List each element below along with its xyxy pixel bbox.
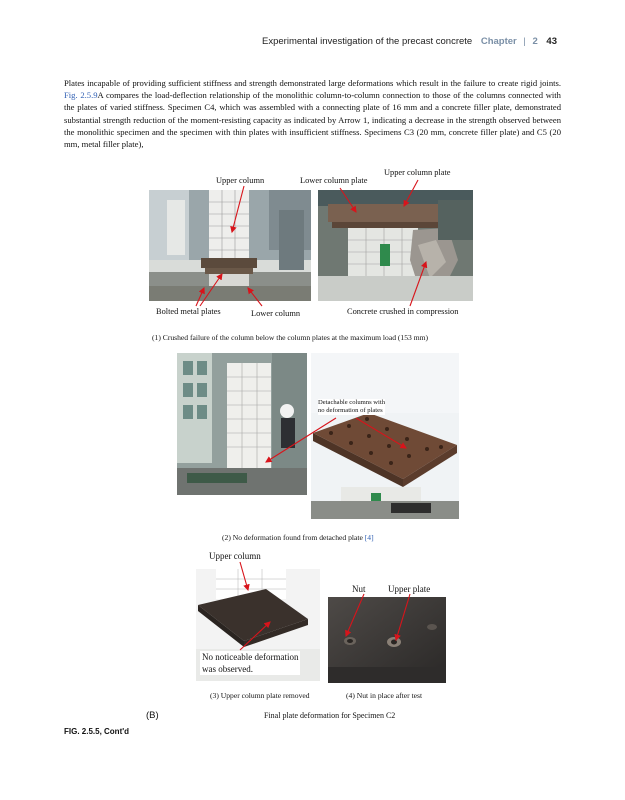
panel2-annotation-line2: no deformation of plates: [318, 407, 383, 414]
chapter-separator: |: [523, 36, 526, 47]
panel2-caption-text: (2) No deformation found from detached plate: [222, 533, 365, 542]
figure-label: FIG. 2.5.5, Cont'd: [64, 727, 130, 736]
panel4-label-nut: Nut: [352, 584, 366, 594]
panel3-caption: (3) Upper column plate removed: [210, 691, 310, 700]
panel3-note: [200, 651, 300, 675]
photo-detached-column: [177, 353, 307, 495]
overall-figure-caption: Final plate deformation for Specimen C2: [264, 711, 396, 720]
photo-detached-plate: [311, 353, 459, 519]
panel2-annotation-line1: Detachable columns with: [318, 399, 386, 406]
reference-link-4[interactable]: [4]: [364, 533, 374, 542]
panel4-caption: (4) Nut in place after test: [346, 691, 423, 700]
label-concrete-crushed: Concrete crushed in compression: [347, 307, 459, 316]
part-label-b: (B): [146, 710, 159, 721]
panel1-caption: (1) Crushed failure of the column below the column plates at the maximum load (153 mm): [152, 333, 429, 342]
chapter-number: 2: [532, 36, 538, 47]
body-text-end: A compares the load-deflection relationship of the monolithic column-to-column connection to those of the columns connected with the plates of varied stiffness. Specimen C4, which was assembled with a connecting plate of 16 mm and a concrete filler plate, demonstrated substantial strength reduction of the moment-resisting capacity as indicated by Arrow 1, indicating a decrease in the strength observed between the monolithic specimen and the specimen with thin plates with insufficient stiffness. Specimens C3 (20 mm, concrete filler plate) and C5 (20 mm, metal filler plate),: [64, 90, 561, 150]
label-upper-column: Upper column: [216, 176, 265, 185]
panel3-label-upper-column: Upper column: [209, 551, 261, 561]
label-lower-column-plate: Lower column plate: [300, 176, 368, 185]
photo-nut-in-place: [328, 597, 446, 683]
photo-concrete-crushed: [318, 190, 473, 301]
label-bolted-metal-plates: Bolted metal plates: [156, 307, 221, 316]
body-text-start: Plates incapable of providing sufficient stiffness and strength demonstrated large deformations which result in the failure to create rigid joints.: [64, 78, 561, 88]
panel4-label-upper-plate: Upper plate: [388, 584, 431, 594]
body-paragraph: [64, 77, 561, 150]
panel2-annotation: [318, 399, 385, 415]
photo-column-bolted-plates: [149, 190, 311, 301]
label-lower-column: Lower column: [251, 309, 301, 318]
page-number: 43: [546, 36, 557, 47]
figure-reference-link[interactable]: Fig. 2.5.9: [64, 90, 98, 101]
running-title: Experimental investigation of the precast concrete: [262, 36, 473, 47]
label-upper-column-plate: Upper column plate: [384, 168, 451, 177]
running-header: [262, 36, 557, 47]
body-text: [64, 77, 561, 150]
chapter-label: Chapter: [480, 36, 517, 47]
panel3-note-line2: was observed.: [202, 664, 253, 674]
panel2-caption: [222, 533, 374, 542]
panel3-note-line1: No noticeable deformation: [202, 652, 299, 662]
